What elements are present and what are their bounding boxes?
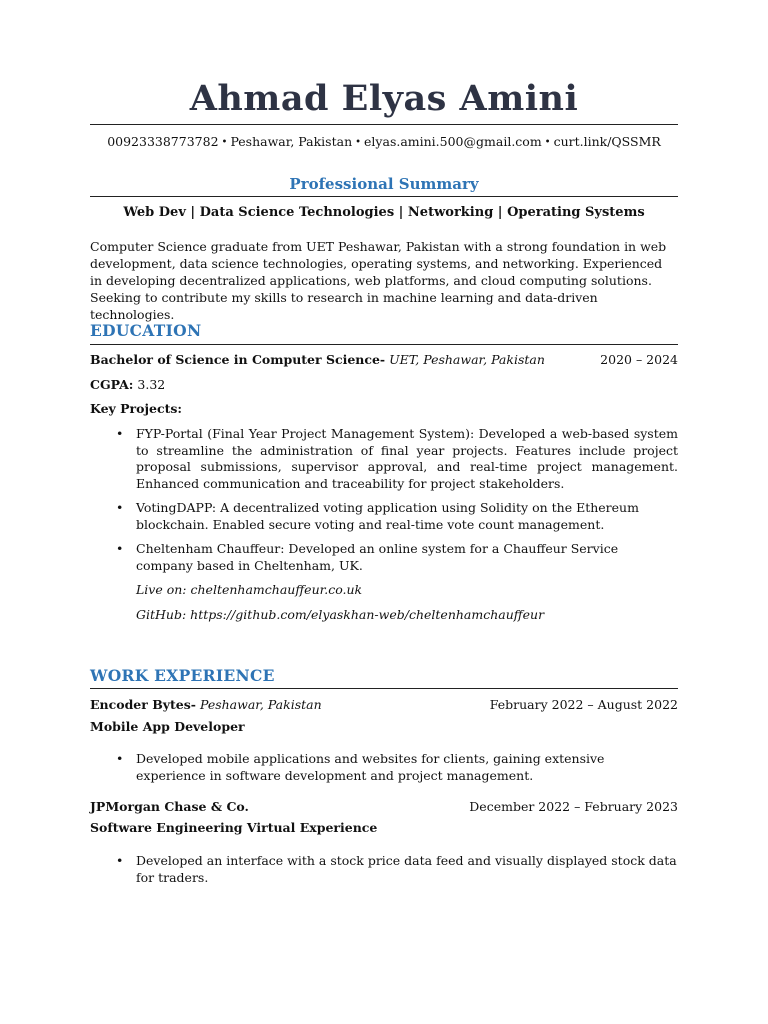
github-link[interactable]: GitHub: https://github.com/elyaskhan-web/cheltenhamchauffeur bbox=[136, 607, 545, 622]
bullet-dot: • bbox=[116, 541, 124, 556]
profile-link[interactable]: curt.link/QSSMR bbox=[553, 134, 661, 149]
bullet-dot: • bbox=[116, 426, 124, 441]
summary-heading: Professional Summary bbox=[289, 175, 479, 193]
cgpa-label: CGPA: bbox=[90, 377, 134, 392]
header-divider bbox=[90, 124, 678, 125]
contact-line bbox=[0, 134, 768, 149]
job-role: Mobile App Developer bbox=[90, 719, 245, 734]
project-item: FYP-Portal (Final Year Project Management System): Developed a web-based system to streamline the administration of final year projects. Features include project proposal submissions, supervisor approval, and real-time project management. Enhanced communication and traceability for project stakeholders. bbox=[136, 426, 678, 491]
job-dates: December 2022 – February 2023 bbox=[469, 799, 678, 814]
experience-heading: WORK EXPERIENCE bbox=[90, 666, 275, 685]
project-item: Cheltenham Chauffeur: Developed an online system for a Chauffeur Service company based in Cheltenham, UK. bbox=[136, 541, 619, 573]
company-location: Peshawar, Pakistan bbox=[199, 697, 322, 712]
degree-line bbox=[90, 352, 545, 367]
location: Peshawar, Pakistan bbox=[230, 134, 353, 149]
phone-number: 00923338773782 bbox=[107, 134, 219, 149]
education-divider bbox=[90, 344, 678, 345]
separator-dot: • bbox=[221, 137, 228, 148]
summary-tagline: Web Dev | Data Science Technologies | Networking | Operating Systems bbox=[123, 205, 645, 220]
key-projects-label: Key Projects: bbox=[90, 401, 182, 416]
job-role: Software Engineering Virtual Experience bbox=[90, 820, 378, 835]
live-site-link[interactable]: Live on: cheltenhamchauffeur.co.uk bbox=[136, 582, 363, 597]
job-dates: February 2022 – August 2022 bbox=[489, 697, 678, 712]
experience-divider bbox=[90, 688, 678, 689]
job-company-line bbox=[90, 697, 322, 712]
cgpa-value: 3.32 bbox=[137, 377, 166, 392]
company-name: JPMorgan Chase & Co. bbox=[90, 799, 249, 814]
cgpa-line bbox=[90, 377, 165, 392]
degree-title: Bachelor of Science in Computer Science- bbox=[90, 352, 386, 367]
email-link[interactable]: elyas.amini.500@gmail.com bbox=[364, 134, 542, 149]
separator-dot: • bbox=[355, 137, 362, 148]
separator-dot: • bbox=[544, 137, 551, 148]
education-dates: 2020 – 2024 bbox=[600, 352, 678, 367]
summary-text: Computer Science graduate from UET Peshawar, Pakistan with a strong foundation in web development, data science technologies, operating systems, and networking. Experienced in developing decentralized applications, web platforms, and cloud computing solutions. Seeking to contribute my skills to research in machine learning and data-driven technologies. bbox=[90, 239, 667, 322]
bullet-dot: • bbox=[116, 500, 124, 515]
bullet-dot: • bbox=[116, 853, 124, 868]
job-bullet: Developed an interface with a stock price data feed and visually displayed stock data for traders. bbox=[136, 853, 677, 885]
institution: UET, Peshawar, Pakistan bbox=[389, 352, 545, 367]
project-item: VotingDAPP: A decentralized voting application using Solidity on the Ethereum blockchain. Enabled secure voting and real-time vote count management. bbox=[136, 500, 639, 532]
summary-divider bbox=[90, 196, 678, 197]
education-heading: EDUCATION bbox=[90, 321, 202, 340]
job-bullet: Developed mobile applications and websites for clients, gaining extensive experience in software development and project management. bbox=[136, 751, 605, 783]
candidate-name: Ahmad Elyas Amini bbox=[189, 78, 579, 119]
bullet-dot: • bbox=[116, 751, 124, 766]
company-name: Encoder Bytes- bbox=[90, 697, 196, 712]
